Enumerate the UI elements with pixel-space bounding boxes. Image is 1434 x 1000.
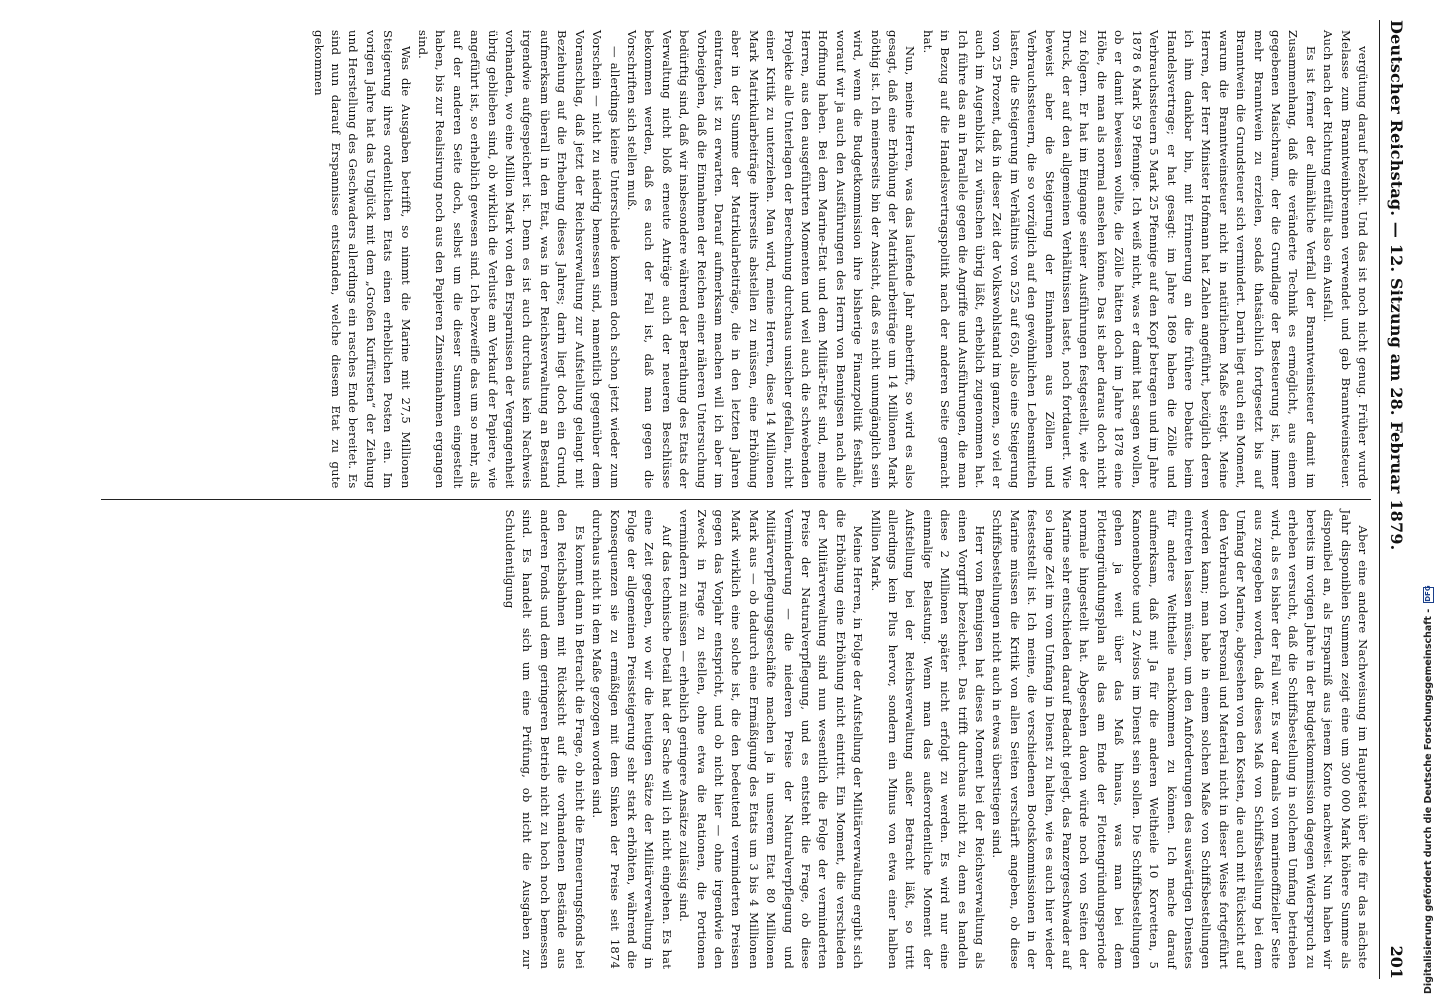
text-columns (101, 20, 1371, 979)
right-column (101, 500, 1371, 980)
paragraph: Es kommt dann in Betracht die Frage, ob nicht die Emeuerungsfonds bei den Reichsbahnen mit Rücksicht auf die vorhandenen Bestände aus anderen Fonds und dem geringeren Betrieb nicht zu hoch noch bemessen sind. Es handelt sich um eine Prüfung, ob nicht die Ausgaben zur Schuldentilgung (503, 509, 587, 969)
credit-text: Digitalisierung gefördert durch die Deutsche Forschungsgemeinschaft - (1423, 608, 1434, 994)
page-header (1379, 20, 1406, 979)
paragraph: Auf das technische Detail hat der Sache will ich nicht eingehen. Es hat eine Zeit gegeben, wo wir die heutigen Sätze der Militärverwaltung in Folge der allgemeinen Preissteigerung sehr stark erhöhten, während die Konsequenzen sie zu ermäßigen mit dem Sinken der Preise seit 1874 durchaus nicht in dem Maße gezogen worden sind. (590, 509, 674, 969)
paragraph: — allerdings kleine Unterschiede kommen doch schon jetzt wieder zum Vorschein — nicht zu niedrig bemessen sind, namentlich gegenüber dem Voranschlag, daß jetzt der Reichsverwaltung zur Aufstellung gelangt mit Beziehung auf die Erhebung dieses Jahres; darin liegt doch ein Grund, aufmerksam überall in den Etat, was in der Reichsverwaltung an Bestand irgendwie aufgespeichert ist. Denn es ist auch durchaus kein Nachweis vorhanden, wo eine Million Mark von den Ersparnissen der Vergangenheit übrig geblieben sind, ob wirklich die Verluste am Verkauf der Papiere, wie angeführt ist, so erheblich gewesen sind. Ich bezweifle das um so mehr, als auf der anderen Seite doch, selbst um die dieser Summen eingestellt haben, bis zur Realisirung noch aus den Papieren Zinseinnahmen ergangen sind. (416, 30, 622, 489)
page-number: 201 (1387, 945, 1406, 979)
digitization-credit (1423, 587, 1434, 994)
paragraph: Herr von Bennigsen hat dieses Moment bei der Reichsverwaltung als einen Vorgriff bezeichnet. Das trifft durchaus nicht zu, denn es handeln diese 2 Millionen später nicht erfolgt zu werden. Es wird nur eine einmalige Belastung. Wenn man das außerordentliche Moment der Aufstellung bei der Reichsverwaltung außer Betracht läßt, so tritt allerdings kein Plus hervor, sondern ein Minus von etwa einer halben Million Mark. (868, 509, 988, 969)
dfg-logo-icon: DFG (1424, 585, 1432, 602)
paragraph: Was die Ausgaben betrifft, so nimmt die Marine mit 27,5 Millionen Steigerung ihres ordentlichen Etats einen erheblichen Posten ein. Im vorigen Jahre hat das Unglück mit dem „Großen Kurfürsten“ der Ziehung und Herstellung des Geschwaders allerdings ein rasches Ende bereitet. Es sind nun darauf Erspannisse entstanden, welche diesem Etat zu gute gekommen (311, 30, 413, 489)
left-column (101, 20, 1371, 500)
running-title: Deutscher Reichstag. — 12. Sitzung am 28. Februar 1879. (1387, 20, 1406, 551)
paragraph: Aber eine andere Nachweisung im Hauptetat über die für das nächste Jahr disponiblen Summen zeigt eine um 300 000 Mark höhere Summe als disponibel an, als Ersparniß aus jenem Konto nachweist. Nun haben wir bereits im vorigen Jahre in der Budgetkommission dagegen Widerspruch zu erheben versucht, daß die Schiffsbestellung in solchem Umfang betrieben wird, als es bisher der Fall war. Es war damals von marineoffizieller Seite aus zugegeben worden, daß dieses Maß von Schiffsbestellung bei dem Umfang der Marine, abgesehen von den Kosten, die auch mit Rücksicht auf den Verbrauch von Personal und Material nicht in dieser Weise fortgeführt werden kann; man habe in einem solchen Maße von Schiffsbestellungen eintreten lassen müssen, um den Anforderungen des auswärtigen Dienstes für andere Welttheile nachkommen zu können. Ich mache darauf aufmerksam, daß mit Ja für die anderen Weltheile 10 Korvetten, 5 Kanonenboote und 2 Avisos im Dienst sein sollen. Die Schiffsbestellungen gehen ja weit über das Maß hinaus, was man bei dem Flottengründungsplan als das am Ende der Flottengründungsperiode normale hingestellt hat. Abgesehen davon würde noch von Seiten der Marine sehr entschieden darauf Bedacht gelegt, das Panzergeschwader auf so lange Zeit im vom Umfang in Dienst zu halten, wie es auch hier wieder festeststellt ist. Ich meine, die verschiedenen Bootskommissionen in der Marine müssen die Kritik von allen Seiten verschärft angeben, ob diese Schiffsbestellungen nicht auch in etwas überstiegen sind. (990, 509, 1370, 969)
paragraph: Nun, meine Herren, was das laufende Jahr anbetrifft, so wird es also gesagt, daß eine Erhöhung der Matrikularbeiträge um 14 Millionen Mark nöthig ist. Ich meinerseits bin der Ansicht, daß es nicht unumgänglich sein wird, wenn die Budgetkommission ihre bisherige Finanzpolitik festhält, worauf wir ja auch den Ausführungen des Herrn von Bennigsen nach alle Hoffnung haben. Bei dem Marine-Etat und dem Militär-Etat sind, meine Herren, aus den ausgeführten Momenten und weil auch die schwebenden Projekte alle Unterlagen der Berechnung durchaus unsicher gefallen, nicht einer Kritik zu unterziehen. Man wird, meine Herren, diese 14 Millionen Mark Matrikularbeiträge ihrerseits abstellen zu müssen, eine Erhöhung aber in der Summe der Matrikularbeiträge, die in den letzten Jahren eintraten, ist zu erwarten. Darauf aufmerksam machen will ich aber im Vorbeigehen, daß die Einnahmen der Reichen einer näheren Untersuchung bedürftig sind, daß wir insbesondere während der Berathung des Etats der Verwaltung nicht bloß erneute Anträge auch der neueren Beschlüsse bekommen werden, daß es auch der Fall ist, daß man gegen die Vorschriften sich stellen muß. (624, 30, 918, 489)
rotated-page (90, 12, 1410, 987)
paragraph: Es ist ferner der allmähliche Verfall der Branntweinsteuer damit im Zusammenhang, daß die veränderte Technik es ermöglicht, aus einem gegebenen Maischraum, der die Grundlage der Besteuerung ist, immer mehr Branntwein zu erzielen, sodaß thatsächlich fortgesetzt bis auf Branntwein die Grundsteuer sich vermindert. Darin liegt auch ein Moment, warum die Branntweinsteuer nicht in natürlichem Maße steigt. Meine Herren, der Herr Minister Hofmann hat Zahlen angeführt, bezüglich deren ich ihm dankbar bin, mit Erinnerung an die frühere Debatte beim Handelsvertrage; er hat gesagt: im Jahre 1869 haben die Zölle und Verbrauchssteuern 5 Mark 25 Pfennige auf den Kopf betragen und im Jahre 1878 6 Mark 59 Pfennige. Ich weiß nicht, was er damit hat sagen wollen, ob er damit beweisen wollte, die Zölle hätten doch im Jahre 1878 eine Höhe, die man als normal ansehen könne. Das ist aber daraus doch nicht zu folgern. Er hat im Eingange seiner Ausführungen festgestellt, wie der Druck, der auf den allgemeinen Verhältnissen lastet, noch fortdauert. Wie beweist aber die Steigerung der Einnahmen aus Zöllen und Verbrauchssteuern, die so vorzüglich auf den gewöhnlichen Lebensmitteln lasten, die Steigerung im Verhältnis von 525 auf 650, also eine Steigerung von 25 Prozent, daß in dieser Zeit der Volkswohlstand im ganzen, so viel er auch im Augenblick zu wünschen übrig läßt, erheblich zugenommen hat. Ich führe das an in Parallele gegen die Angriffe und Ausführungen, die man in Bezug auf die Handelsvertragspolitik nach der anderen Seite gemacht hat. (920, 30, 1318, 489)
paragraph: Meine Herren, in Folge der Aufstellung der Militärverwaltung ergibt sich die Erhöhung eine Erhöhung nicht eintritt. Ein Moment, die verschieden der Militärverwaltung sind nun wesentlich die Folge der verminderten Preise der Naturalverpflegung, und es entsteht die Frage, ob diese Verminderung — die niederen Preise der Naturalverpflegung und Militärverpflegungsgeschäfte machen ja in unserem Etat 80 Millionen Mark aus — ob dadurch eine Ermäßigung des Etats um 3 bis 4 Millionen Mark wirklich eine solche ist, die den bedeutend verminderten Preisen gegen das Vorjahr entspricht, und ob nicht hier — ohne irgendwie den Zweck in Frage zu stellen, ohne etwa die Rationen, die Portionen vermindern zu müssen — erheblich geringere Ansätze zulässig sind. (677, 509, 866, 969)
paragraph: vergütung darauf bezahlt. Und das ist noch nicht genug. Früher wurde Melasse zum Branntweinbrennen verwendet und gab Branntweinsteuer. Auch nach der Richtung entfällt also ein Ausfall. (1321, 30, 1370, 489)
